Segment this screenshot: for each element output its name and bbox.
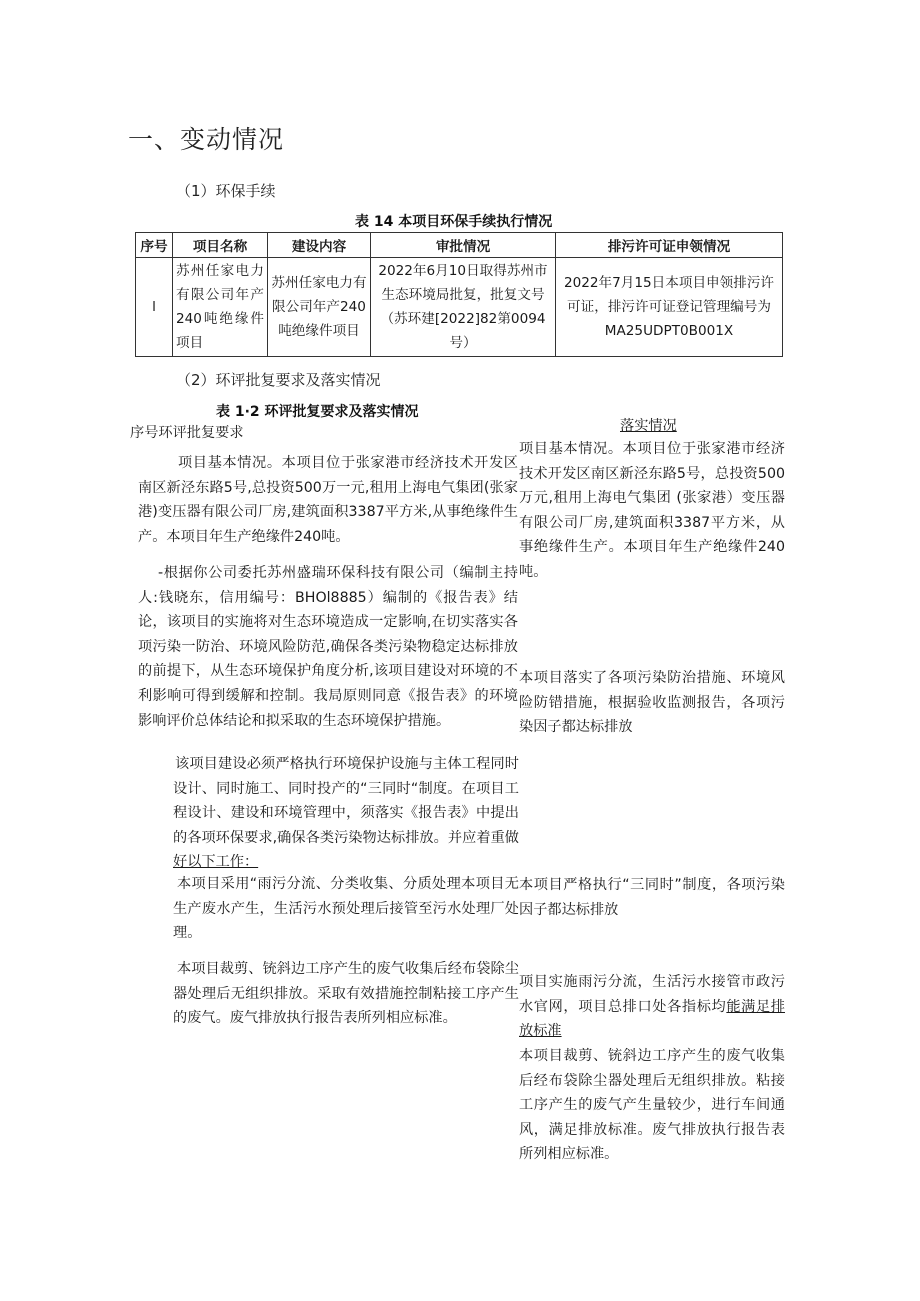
table-header-row xyxy=(136,233,783,258)
implementation-item-5: 本项目裁剪、铳斜边工序产生的废气收集后经布袋除尘器处理后无组织排放。粘接工序产生的废气产生量较少，进行车间通风，满足排放标准。废气排放执行报告表所列相应标准。 xyxy=(519,1048,785,1163)
subsection-title-requirements: （2）环评批复要求及落实情况 xyxy=(176,371,381,389)
right-column-header: 落实情况 xyxy=(620,418,677,434)
header-no: 序号 xyxy=(136,233,173,258)
cell-approval: 2022年6月10日取得苏州市生态环境局批复，批复文号（苏环建[2022]82第0094号） xyxy=(371,258,556,357)
table2-caption: 表 1·2 环评批复要求及落实情况 xyxy=(216,404,419,420)
implementation-item-4: 项目实施雨污分流，生活污水接管市政污水官网，项目总排口处各指标均能满足排放标准 xyxy=(519,974,785,1040)
cell-no: l xyxy=(136,258,173,357)
cell-construction: 苏州任家电力有限公司年产240吨绝缘件项目 xyxy=(268,258,371,357)
requirement-item-3: 该项目建设必须严格执行环境保护设施与主体工程同时设计、同时施工、同时投产的“三同时“制度。在项目工程设计、建设和环境管理中，须落实《报告表》中提出的各项环保要求,确保各类污染物达标排放。并应着重做好以下工作： xyxy=(173,756,519,871)
requirement-item-5: 本项目裁剪、铳斜边工序产生的废气收集后经布袋除尘器处理后无组织排放。采取有效措施控制粘接工序产生的废气。废气排放执行报告表所列相应标准。 xyxy=(173,961,519,1027)
header-construction: 建设内容 xyxy=(268,233,371,258)
left-column-header: 序号环评批复要求 xyxy=(130,425,244,441)
header-approval: 审批情况 xyxy=(371,233,556,258)
implementation-item-1: 项目基本情况。本项目位于张家港市经济技术开发区南区新泾东路5号，总投资500万元,租用上海电气集团 (张家港）变压器有限公司厂房,建筑面积3387平方米，从事绝缘件生产。本项目年生产绝缘件240吨。 xyxy=(519,441,785,580)
table1-caption: 表 14 本项目环保手续执行情况 xyxy=(355,214,553,230)
permits-table xyxy=(135,232,783,357)
cell-project-name: 苏州任家电力有限公司年产240吨绝缘件项目 xyxy=(173,258,268,357)
requirement-item-4: 本项目采用“雨污分流、分类收集、分质处理本项目无生产废水产生，生活污水预处理后接管至污水处理厂处理。 xyxy=(173,876,519,942)
table-row xyxy=(136,258,783,357)
header-permit: 排污许可证申领情况 xyxy=(556,233,783,258)
requirement-item-1: 项目基本情况。本项目位于张家港市经济技术开发区南区新泾东路5号,总投资500万一元,租用上海电气集团(张家港)变压器有限公司厂房,建筑面积3387平方米,从事绝缘件生产。本项目年生产绝缘件240吨。 xyxy=(138,455,518,545)
cell-permit: 2022年7月15日本项目申领排污许可证，排污许可证登记管理编号为MA25UDPT0B001X xyxy=(556,258,783,357)
implementation-item-3: 本项目严格执行“三同时”制度，各项污染因子都达标排放 xyxy=(519,877,785,918)
section-title: 一、变动情况 xyxy=(128,125,285,154)
header-project-name: 项目名称 xyxy=(173,233,268,258)
subsection-title-permits: （1）环保手续 xyxy=(176,182,276,200)
implementation-item-2: 本项目落实了各项污染防治措施、环境风险防错措施，根据验收监测报告，各项污染因子都达标排放 xyxy=(519,670,785,736)
requirement-item-2: -根据你公司委托苏州盛瑞环保科技有限公司（编制主持人:钱晓东，信用编号：BHOl8885）编制的《报告表》结论，该项目的实施将对生态环境造成一定影响,在切实落实各项污染一防治、环境风险防范,确保各类污染物稳定达标排放的前提下，从生态环境保护角度分析,该项目建设对环境的不利影响可得到缓解和控制。我局原则同意《报告表》的环境影响评价总体结论和拟采取的生态环境保护措施。 xyxy=(138,565,518,729)
